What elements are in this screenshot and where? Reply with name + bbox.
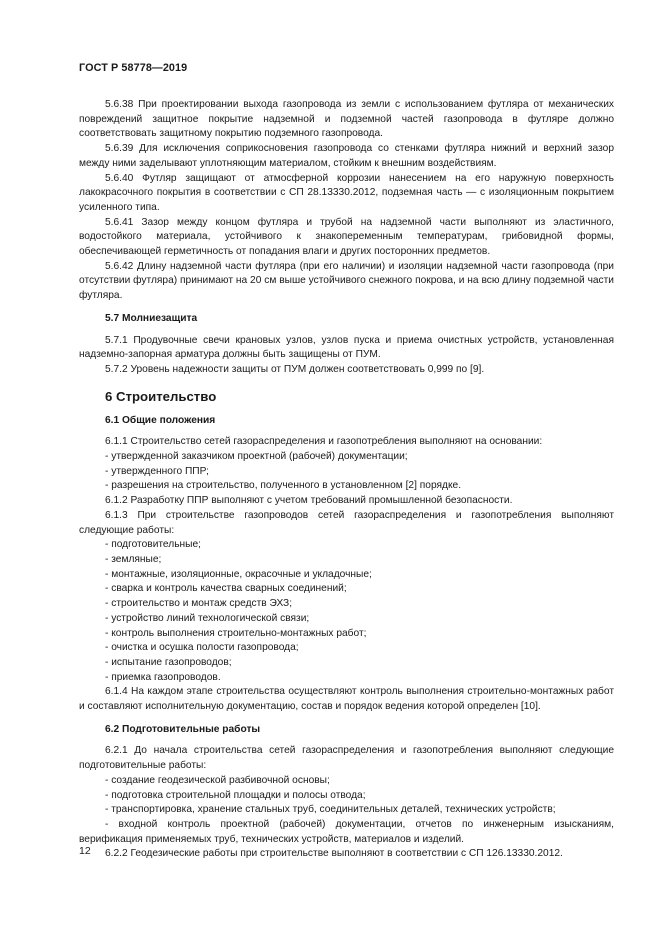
list-item: - строительство и монтаж средств ЭХЗ; [105,598,293,610]
paragraph-5-6-42: 5.6.42 Длину надземной части футляра (при его наличии) и изоляции надземной части газопровода (при отсутствии футляра) принимают на 20 см выше устойчивого снежного покрова, и на всю длину подземной части футляра. [79,260,614,302]
page-number: 12 [79,845,91,857]
section-6-1-heading: 6.1 Общие положения [105,414,216,426]
list-item: - утвержденного ППР; [105,465,209,477]
list-item: - утвержденной заказчиком проектной (рабочей) документации; [105,451,408,463]
section-6-2-heading: 6.2 Подготовительные работы [105,723,261,735]
paragraph-5-7-1: 5.7.1 Продувочные свечи крановых узлов, узлов пуска и приема очистных устройств, установленная надземно-запорная арматура должны быть защищены от ПУМ. [79,334,614,361]
list-item: - приемка газопроводов. [105,671,221,683]
paragraph-5-6-38: 5.6.38 При проектировании выхода газопровода из земли с использованием футляра от механических повреждений защитное покрытие надземной и подземной частей газопровода в футляре должно соответствовать защитному покрытию подземного газопровода. [79,99,614,140]
section-6-heading: 6 Строительство [105,388,217,404]
list-item: - очистка и осушка полости газопровода; [105,642,299,654]
list-item: - контроль выполнения строительно-монтажных работ; [105,627,367,639]
list-item: - транспортировка, хранение стальных труб, соединительных деталей, технических устройств; [105,804,556,816]
paragraph-6-1-1: 6.1.1 Строительство сетей газораспределения и газопотребления выполняют на основании: [105,436,543,448]
list-item: - испытание газопроводов; [105,656,232,668]
list-item: - подготовка строительной площадки и полосы отвода; [105,789,366,801]
paragraph-5-6-40: 5.6.40 Футляр защищают от атмосферной коррозии нанесением на его наружную поверхность лакокрасочного покрытия в соответствии с СП 28.13330.2012, подземная часть — с изоляционным покрытием усиленного типа. [79,172,614,213]
list-item: - сварка и контроль качества сварных соединений; [105,583,347,595]
paragraph-6-1-2: 6.1.2 Разработку ППР выполняют с учетом требований промышленной безопасности. [105,495,513,507]
list-item-wrapped: - входной контроль проектной (рабочей) документации, отчетов по инженерным изысканиям, верификация применяемых труб, технических устройств, материалов и изделий. [79,818,614,845]
list-item: - разрешения на строительство, полученного в установленном [2] порядке. [105,480,462,492]
document-header: ГОСТ Р 58778—2019 [79,62,188,74]
list-item: - подготовительные; [105,539,201,551]
paragraph-5-7-2: 5.7.2 Уровень надежности защиты от ПУМ должен соответствовать 0,999 по [9]. [105,363,485,375]
paragraph-6-1-3: 6.1.3 При строительстве газопроводов сетей газораспределения и газопотребления выполняют следующие работы: [79,509,614,536]
list-item: - земляные; [105,553,162,565]
paragraph-5-6-39: 5.6.39 Для исключения соприкосновения газопровода со стенками футляра нижний и верхний зазор между ними заделывают уплотняющим материалом, стойким к внешним воздействиям. [79,143,614,169]
list-item: - устройство линий технологической связи; [105,612,310,624]
page-content [79,98,614,862]
paragraph-6-1-4: 6.1.4 На каждом этапе строительства осуществляют контроль выполнения строительно-монтажных работ и составляют исполнительную документацию, состав и порядок ведения которой определен [10]. [79,686,614,713]
list-item: - монтажные, изоляционные, окрасочные и укладочные; [105,568,372,580]
paragraph-5-6-41: 5.6.41 Зазор между концом футляра и трубой на надземной части выполняют из эластичного, водостойкого материала, устойчивого к знакопеременным температурам, грибовидной формы, обеспечивающей герметичность от попадания влаги и других посторонних предметов. [79,216,614,258]
paragraph-6-2-2: 6.2.2 Геодезические работы при строительстве выполняют в соответствии с СП 126.13330.2012. [105,848,563,860]
paragraph-6-2-1: 6.2.1 До начала строительства сетей газораспределения и газопотребления выполняют следующие подготовительные работы: [79,745,614,772]
list-item: - создание геодезической разбивочной основы; [105,774,330,786]
section-5-7-heading: 5.7 Молниезащита [105,312,198,324]
